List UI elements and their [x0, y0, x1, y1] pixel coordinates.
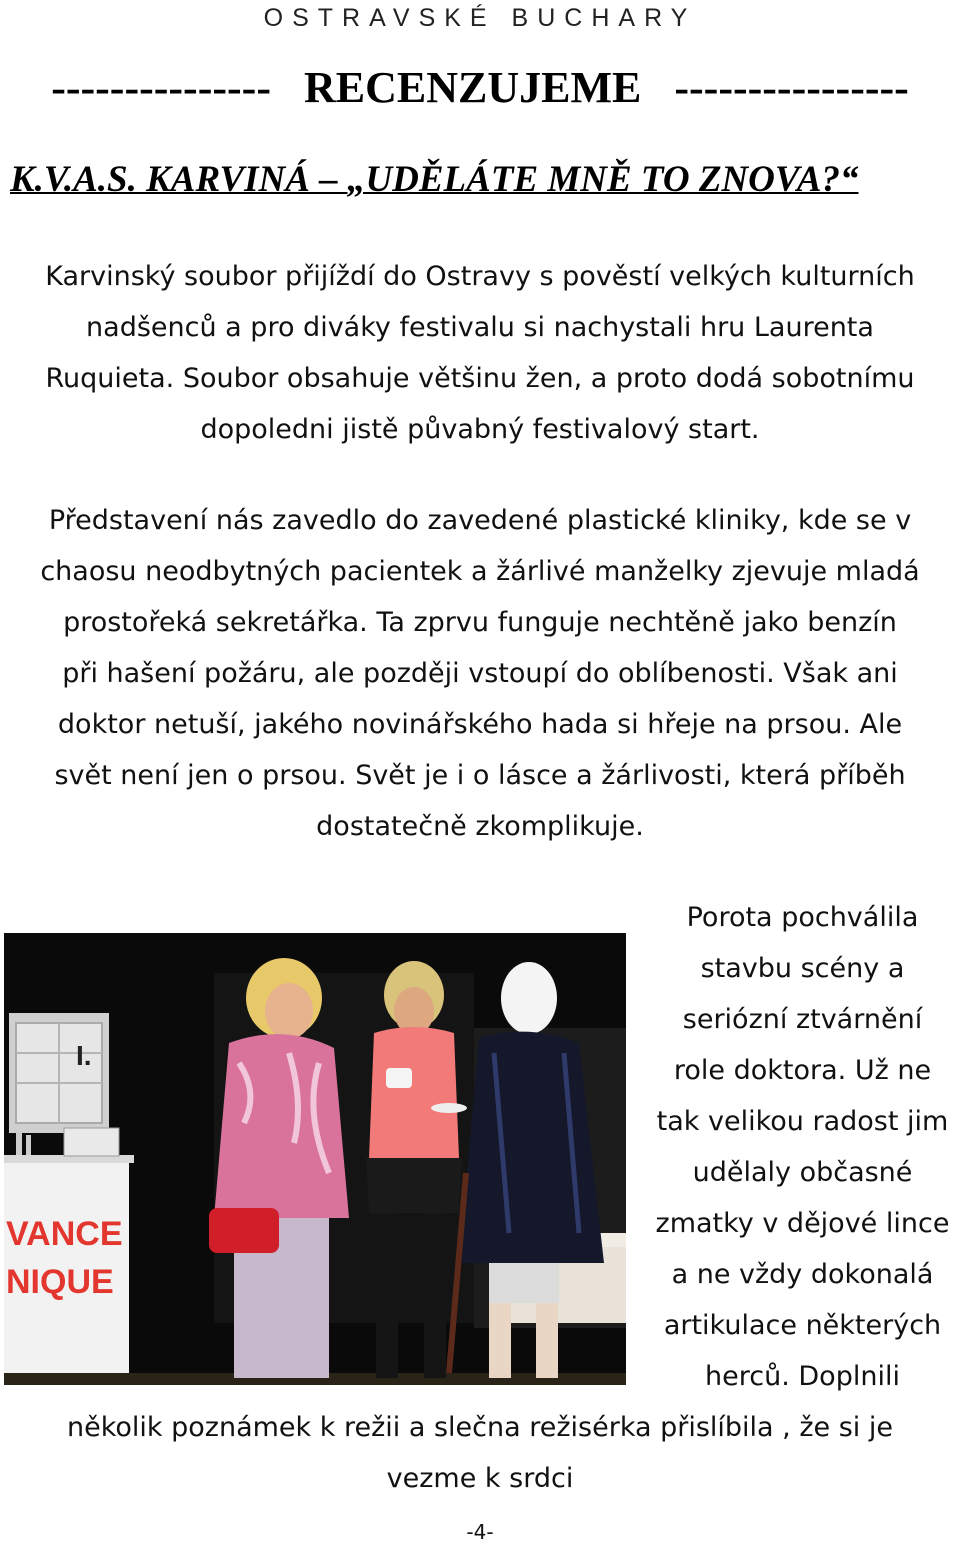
text-line: zmatky v dějové lince	[655, 1208, 950, 1239]
text-line: několik poznámek k režii a slečna režisérka přislíbila , že si je	[67, 1412, 893, 1443]
text-line: nadšenců a pro diváky festivalu si nachystali hru Laurenta	[86, 312, 874, 343]
article-headline: K.V.A.S. KARVINÁ – „UDĚLÁTE MNĚ TO ZNOVA?“	[10, 159, 859, 200]
text-line: udělaly občasné	[692, 1157, 913, 1188]
text-line: chaosu neodbytných pacientek a žárlivé manželky zjevuje mladá	[40, 556, 920, 587]
section-label: RECENZUJEME	[303, 63, 642, 112]
text-line: svět není jen o prsou. Svět je i o lásce a žárlivosti, která příběh	[54, 760, 906, 791]
text-line: dostatečně zkomplikuje.	[316, 811, 644, 842]
text-line: Karvinský soubor přijíždí do Ostravy s pověstí velkých kulturních	[45, 261, 915, 292]
text-line: Představení nás zavedlo do zavedené plastické kliniky, kde se v	[48, 505, 912, 536]
door-label: I.	[76, 1040, 92, 1071]
intro-paragraph	[0, 251, 960, 455]
closing-paragraph	[0, 1402, 960, 1504]
text-line: doktor netuší, jakého novinářského hada si hřeje na prsou. Ale	[57, 709, 903, 740]
section-heading	[0, 62, 960, 113]
text-line: prostořeká sekretářka. Ta zprvu funguje nechtěně jako benzín	[63, 607, 897, 638]
text-line: vezme k srdci	[386, 1463, 574, 1494]
text-line: a ne vždy dokonalá	[671, 1259, 934, 1290]
stage-photo	[4, 933, 626, 1385]
plot-paragraph	[0, 495, 960, 852]
text-line: artikulace některých	[663, 1310, 942, 1341]
sign-line-1: VANCE	[6, 1215, 123, 1253]
text-line: tak velikou radost jim	[656, 1106, 949, 1137]
text-line: role doktora. Už ne	[673, 1055, 932, 1086]
section-dash-right: ----------------	[674, 63, 909, 112]
sidebar-paragraph	[640, 892, 960, 1402]
text-line: seriózní ztvárnění	[682, 1004, 923, 1035]
text-line: při hašení požáru, ale později vstoupí do oblíbenosti. Však ani	[62, 658, 898, 689]
page-number: -4-	[466, 1520, 494, 1544]
masthead: OSTRAVSKÉ BUCHARY	[263, 4, 697, 32]
text-line: Porota pochválila	[686, 902, 919, 933]
text-line: stavbu scény a	[700, 953, 905, 984]
text-line: herců. Doplnili	[705, 1361, 900, 1392]
text-line: dopoledni jistě půvabný festivalový start.	[200, 414, 760, 445]
sign-line-2: NIQUE	[6, 1263, 114, 1301]
text-line: Ruquieta. Soubor obsahuje většinu žen, a proto dodá sobotnímu	[45, 363, 915, 394]
stage-photo-illustration	[4, 933, 626, 1385]
section-dash-left: ---------------	[51, 63, 271, 112]
